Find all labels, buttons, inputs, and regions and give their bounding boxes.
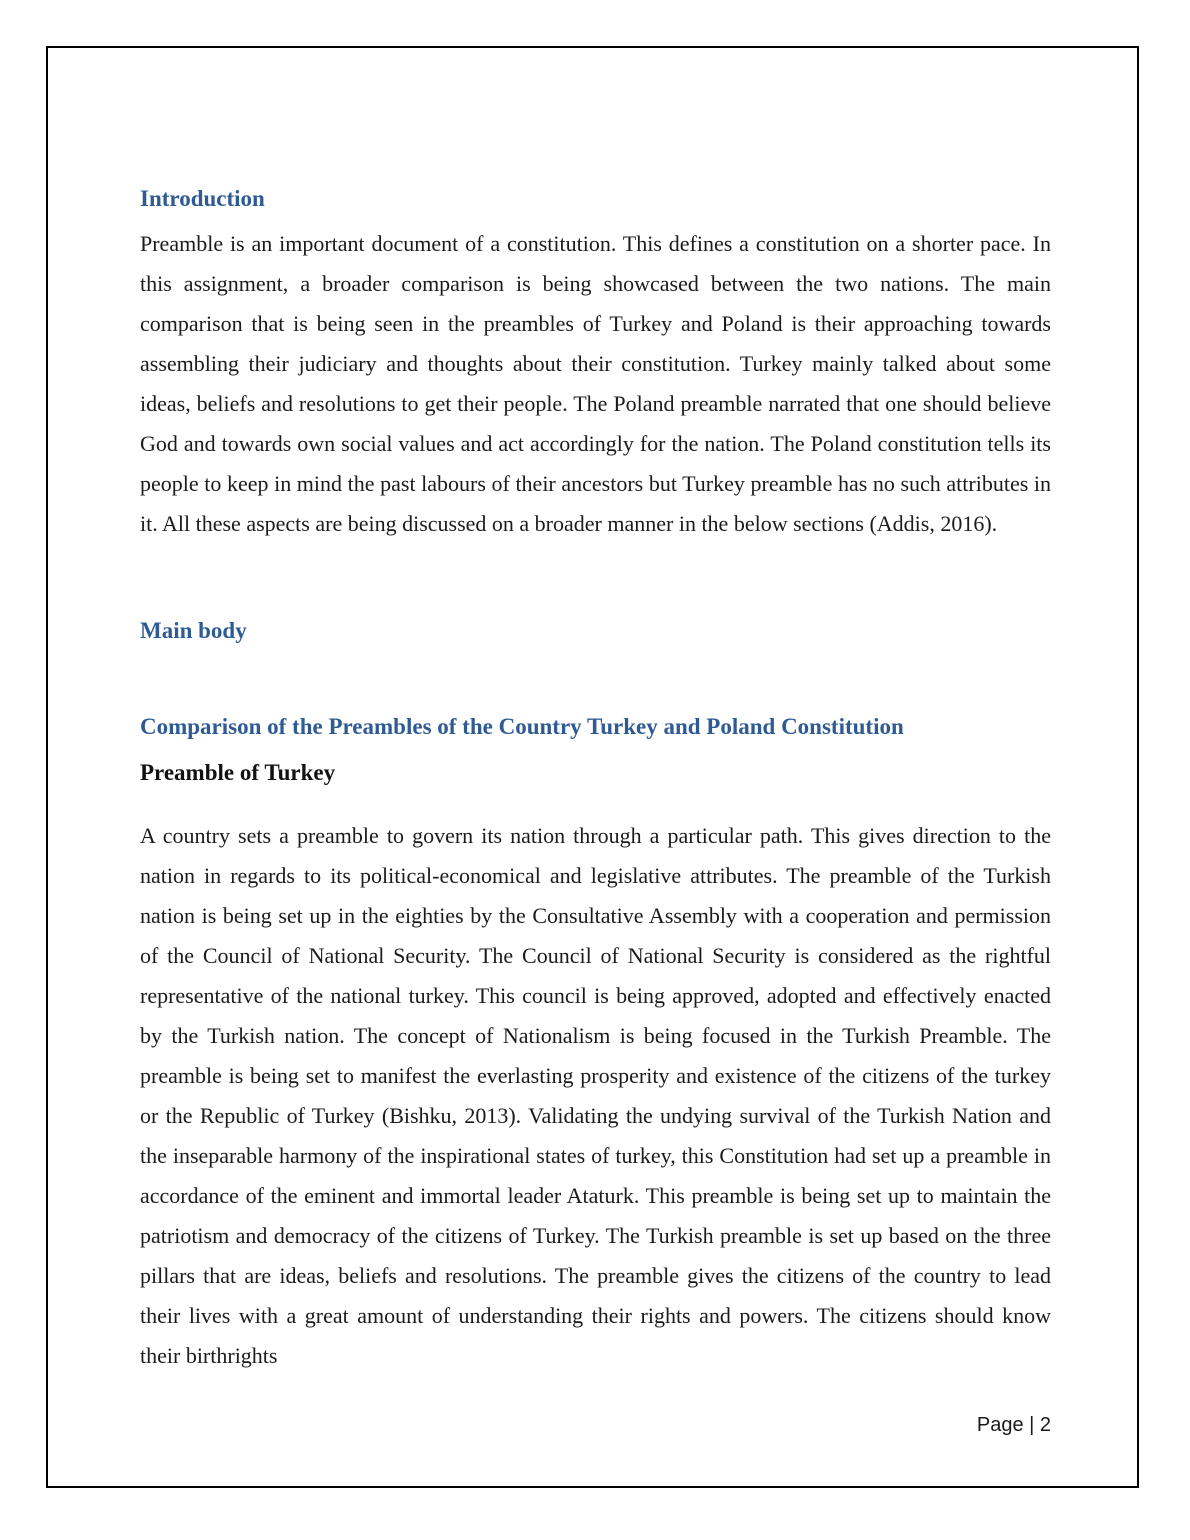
paragraph-preamble-of-turkey: A country sets a preamble to govern its nation through a particular path. This gives direction to the nation in regards to its political-economical and legislative attributes. The preamble of the Turkish nation is being set up in the eighties by the Consultative Assembly with a cooperation and permission of the Council of National Security. The Council of National Security is considered as the rightful representative of the national turkey. This council is being approved, adopted and effectively enacted by the Turkish nation. The concept of Nationalism is being focused in the Turkish Preamble. The preamble is being set to manifest the everlasting prosperity and existence of the citizens of the turkey or the Republic of Turkey (Bishku, 2013). Validating the undying survival of the Turkish Nation and the inseparable harmony of the inspirational states of turkey, this Constitution had set up a preamble in accordance of the eminent and immortal leader Ataturk. This preamble is being set up to maintain the patriotism and democracy of the citizens of Turkey. The Turkish preamble is set up based on the three pillars that are ideas, beliefs and resolutions. The preamble gives the citizens of the country to lead their lives with a great amount of understanding their rights and powers. The citizens should know their birthrights [140,823,1051,1368]
page-number: Page | 2 [976,1414,1051,1436]
heading-preamble-of-turkey: Preamble of Turkey [140,760,336,785]
heading-introduction: Introduction [140,186,265,211]
page-content [140,184,1051,1376]
paragraph-introduction: Preamble is an important document of a constitution. This defines a constitution on a shorter pace. In this assignment, a broader comparison is being showcased between the two nations. The main comparison that is being seen in the preambles of Turkey and Poland is their approaching towards assembling their judiciary and thoughts about their constitution. Turkey mainly talked about some ideas, beliefs and resolutions to get their people. The Poland preamble narrated that one should believe God and towards own social values and act accordingly for the nation. The Poland constitution tells its people to keep in mind the past labours of their ancestors but Turkey preamble has no such attributes in it. All these aspects are being discussed on a broader manner in the below sections (Addis, 2016). [140,231,1051,536]
heading-comparison: Comparison of the Preambles of the Country Turkey and Poland Constitution [140,714,904,739]
heading-main-body: Main body [140,618,247,643]
